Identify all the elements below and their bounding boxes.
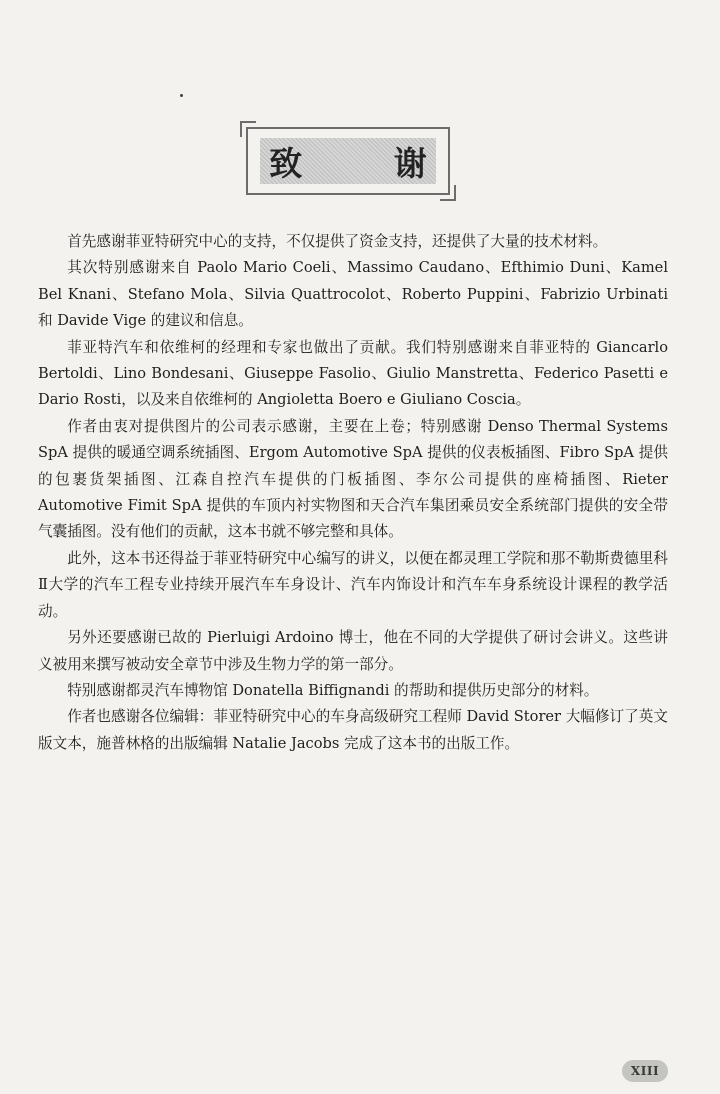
page-number: XIII xyxy=(622,1060,668,1082)
paragraph-6: 另外还要感谢已故的 Pierluigi Ardoino 博士，他在不同的大学提供了研讨会讲义。这些讲义被用来撰写被动安全章节中涉及生物力学的第一部分。 xyxy=(38,629,668,673)
paragraph-2: 其次特别感谢来自 Paolo Mario Coeli、Massimo Caudano、Efthimio Duni、Kamel Bel Knani、Stefano Mola、Silvia Quattrocolot、Roberto Puppini、Fabrizio Urbinati 和 Davide Vige 的建议和信息。 xyxy=(38,259,668,330)
paragraph-5: 此外，这本书还得益于菲亚特研究中心编写的讲义，以便在都灵理工学院和那不勒斯费德里科Ⅱ大学的汽车工程专业持续开展汽车车身设计、汽车内饰设计和汽车车身系统设计课程的教学活动。 xyxy=(38,549,668,620)
paragraph-3: 菲亚特汽车和依维柯的经理和专家也做出了贡献。我们特别感谢来自菲亚特的 Giancarlo Bertoldi、Lino Bondesani、Giuseppe Fasolio、Giulio Manstretta、Federico Pasetti e Dario Rosti，以及来自依维柯的 Angioletta Boero e Giuliano Coscia。 xyxy=(38,338,668,409)
body-text xyxy=(38,229,668,757)
paragraph-1: 首先感谢菲亚特研究中心的支持，不仅提供了资金支持，还提供了大量的技术材料。 xyxy=(67,233,608,250)
title-box xyxy=(260,138,467,184)
paragraph-8: 作者也感谢各位编辑：菲亚特研究中心的车身高级研究工程师 David Storer 大幅修订了英文版文本，施普林格的出版编辑 Natalie Jacobs 完成了这本书的出版工作。 xyxy=(38,708,668,752)
page-title: 致 谢 xyxy=(269,143,467,183)
paragraph-4: 作者由衷对提供图片的公司表示感谢，主要在上卷；特别感谢 Denso Thermal Systems SpA 提供的暖通空调系统插图、Ergom Automotive SpA 提供的仪表板插图、Fibro SpA 提供的包裹货架插图、江森自控汽车提供的门板插图、李尔公司提供的座椅插图、Rieter Automotive Fimit SpA 提供的车顶内衬实物图和天合汽车集团乘员安全系统部门提供的安全带气囊插图。没有他们的贡献，这本书就不够完整和具体。 xyxy=(38,417,668,541)
page-speck xyxy=(180,94,183,97)
paragraph-7: 特别感谢都灵汽车博物馆 Donatella Biffignandi 的帮助和提供历史部分的材料。 xyxy=(67,681,599,699)
title-frame xyxy=(246,127,467,195)
